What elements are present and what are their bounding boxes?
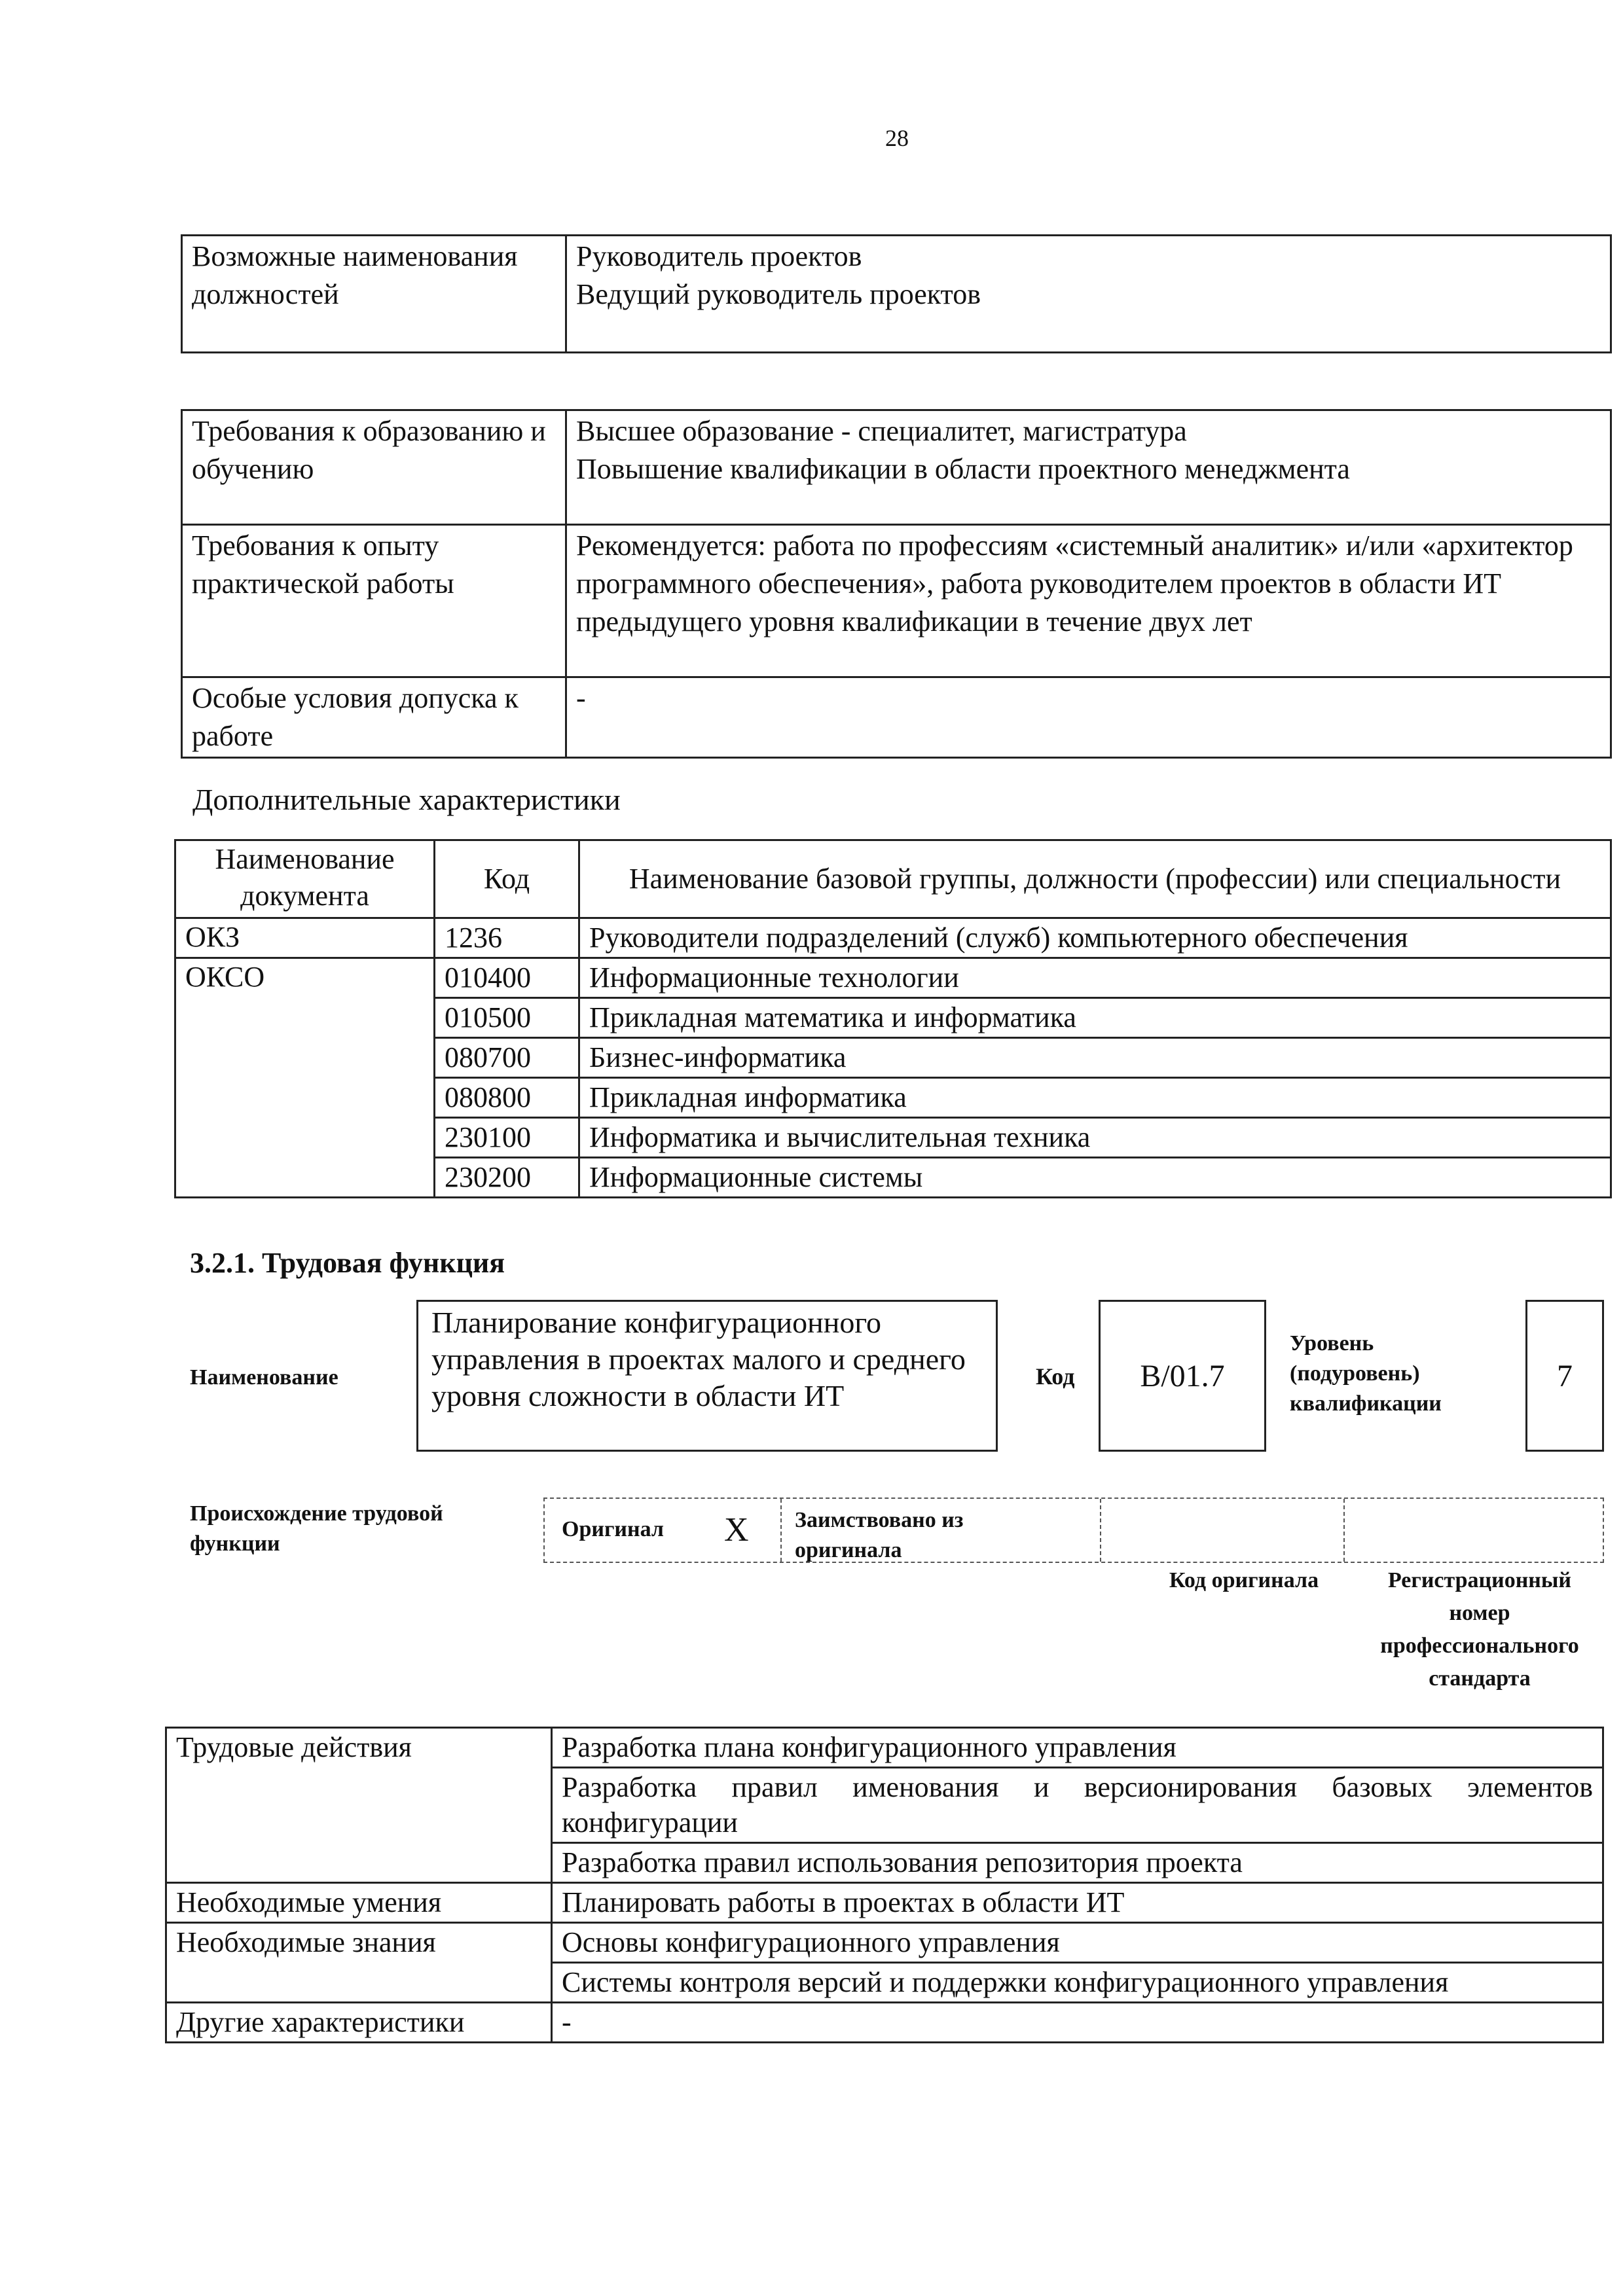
code-cell: 230200 [435, 1158, 579, 1198]
function-code-box: B/01.7 [1099, 1300, 1266, 1452]
header-name: Наименование базовой группы, должности (профессии) или специальности [579, 840, 1611, 918]
special-conditions-label: Особые условия допуска к работе [182, 677, 566, 758]
requirements-table [181, 409, 1612, 759]
experience-label: Требования к опыту практической работы [182, 525, 566, 677]
reg-number-label: Регистрационный номер профессионального стандарта [1380, 1568, 1579, 1691]
extra-heading: Дополнительные характеристики [192, 783, 621, 816]
header-document: Наименование документа [175, 840, 435, 918]
action-item: Разработка правил именования и версионирования базовых элементов конфигурации [552, 1768, 1603, 1843]
name-cell: Информационные технологии [579, 958, 1611, 998]
name-cell: Информационные системы [579, 1158, 1611, 1198]
special-conditions-value: - [566, 677, 1611, 758]
function-code-label: Код [1036, 1363, 1075, 1390]
education-item: Высшее образование - специалитет, магистратура [576, 415, 1187, 447]
qualification-level-box: 7 [1525, 1300, 1604, 1452]
skill-item: Планировать работы в проектах в области ИТ [552, 1883, 1603, 1923]
section-title: 3.2.1. Трудовая функция [190, 1247, 505, 1279]
positions-table [181, 234, 1612, 353]
experience-value: Рекомендуется: работа по профессиям «системный аналитик» и/или «архитектор программного обеспечения», работа руководителем проектов в области ИТ предыдущего уровня квалификации в течение двух лет [566, 525, 1611, 677]
origin-code-cell [1100, 1499, 1375, 1562]
education-item: Повышение квалификации в области проектного менеджмента [576, 453, 1350, 485]
education-label: Требования к образованию и обучению [182, 410, 566, 525]
code-cell: 230100 [435, 1118, 579, 1158]
qualification-level-label: Уровень (подуровень) квалификации [1290, 1331, 1442, 1416]
origin-row [543, 1498, 1604, 1563]
position-item: Руководитель проектов [576, 240, 862, 272]
origin-original-label: Оригинал [562, 1517, 664, 1541]
name-cell: Прикладная математика и информатика [579, 998, 1611, 1038]
function-name-box: Планирование конфигурационного управления в проектах малого и среднего уровня сложности в области ИТ [416, 1300, 998, 1452]
origin-label: Происхождение трудовой функции [190, 1501, 443, 1556]
doc-cell: ОКСО [175, 958, 435, 1198]
action-item: Разработка правил использования репозитория проекта [552, 1843, 1603, 1883]
origin-borrowed-cell: Заимствовано из оригинала [780, 1499, 990, 1562]
positions-values [566, 236, 1611, 353]
extra-table [174, 839, 1612, 1198]
code-cell: 1236 [435, 918, 579, 958]
other-item: - [552, 2003, 1603, 2043]
code-cell: 080700 [435, 1038, 579, 1078]
positions-label: Возможные наименования должностей [182, 236, 566, 353]
code-original-label: Код оригинала [1169, 1568, 1319, 1592]
name-cell: Прикладная информатика [579, 1078, 1611, 1118]
position-item: Ведущий руководитель проектов [576, 278, 981, 310]
origin-reg-cell [1343, 1499, 1605, 1562]
origin-original-mark: X [724, 1511, 749, 1549]
education-values [566, 410, 1611, 525]
code-cell: 010500 [435, 998, 579, 1038]
knowledge-item: Системы контроля версий и поддержки конфигурационного управления [552, 1963, 1603, 2003]
action-item: Разработка плана конфигурационного управления [552, 1728, 1603, 1768]
origin-original-cell [545, 1499, 780, 1562]
name-cell: Руководители подразделений (служб) компьютерного обеспечения [579, 918, 1611, 958]
function-name-label: Наименование [190, 1365, 338, 1390]
other-label: Другие характеристики [166, 2003, 552, 2043]
knowledge-item: Основы конфигурационного управления [552, 1923, 1603, 1963]
page-number: 28 [885, 125, 909, 151]
name-cell: Информатика и вычислительная техника [579, 1118, 1611, 1158]
code-cell: 080800 [435, 1078, 579, 1118]
actions-label: Трудовые действия [166, 1728, 552, 1883]
header-code: Код [435, 840, 579, 918]
doc-cell: ОКЗ [175, 918, 435, 958]
knowledge-label: Необходимые знания [166, 1923, 552, 2003]
function-details-table [165, 1727, 1604, 2043]
code-cell: 010400 [435, 958, 579, 998]
skills-label: Необходимые умения [166, 1883, 552, 1923]
name-cell: Бизнес-информатика [579, 1038, 1611, 1078]
